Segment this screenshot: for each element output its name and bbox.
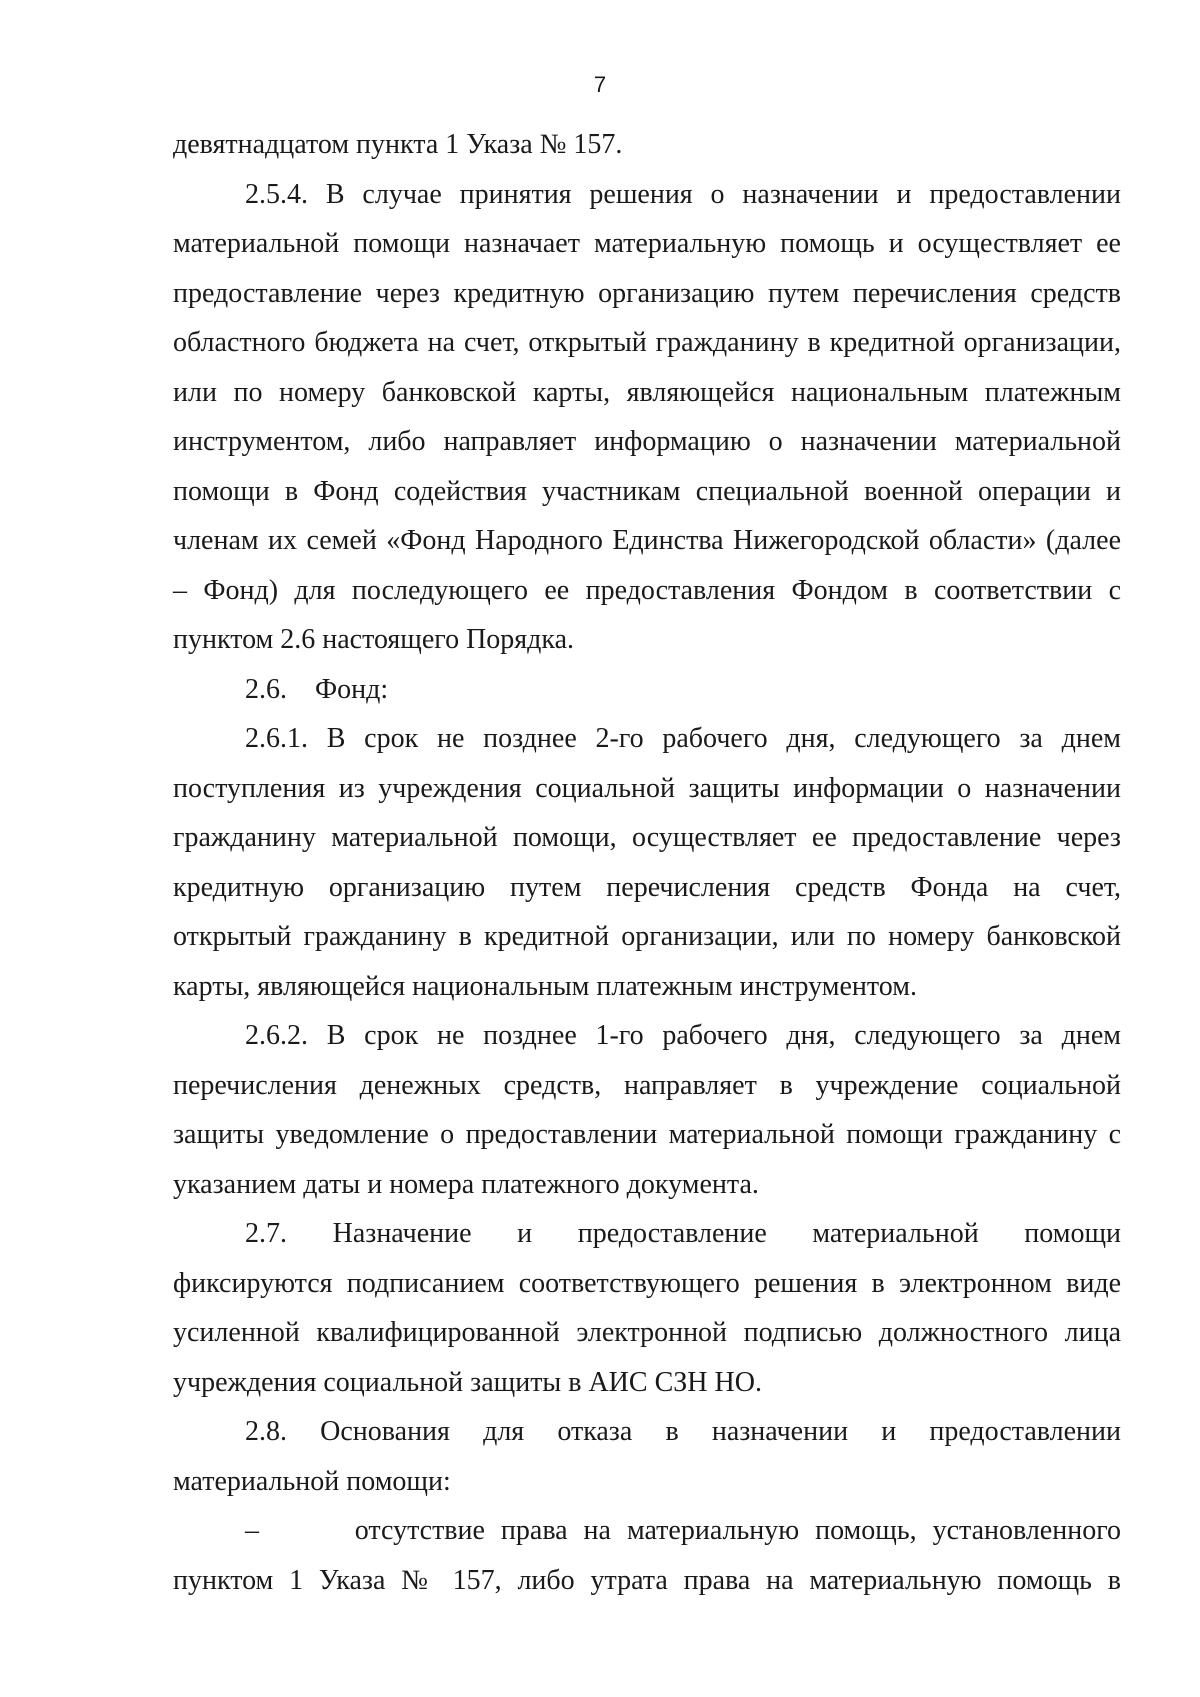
paragraph-2-6-1 — [173, 714, 1121, 1011]
text-line: девятнадцатом пункта 1 Указа № 157. — [173, 129, 623, 160]
text-line: – отсутствие права на материальную помощь, установленного — [245, 1515, 1121, 1546]
text-line: фиксируются подписанием соответствующего решения в электронном виде — [173, 1267, 1121, 1299]
text-line: предоставление через кредитную организацию путем перечисления средств — [173, 277, 1121, 309]
text-line: членам их семей «Фонд Народного Единства Нижегородской области» (далее — [173, 525, 1121, 556]
text-line: материальной помощи: — [173, 1465, 451, 1497]
text-line: 2.6. Фонд: — [245, 673, 389, 705]
text-line: 2.7. Назначение и предоставление материальной помощи — [245, 1218, 1121, 1249]
paragraph-continuation — [173, 120, 1121, 170]
text-line: материальной помощи назначает материальную помощь и осуществляет ее — [173, 228, 1121, 259]
text-line: или по номеру банковской карты, являющейся национальным платежным — [173, 376, 1121, 408]
text-line: гражданину материальной помощи, осуществляет ее предоставление через — [173, 822, 1121, 853]
text-line: защиты уведомление о предоставлении материальной помощи гражданину с — [173, 1119, 1121, 1150]
text-line: кредитную организацию путем перечисления средств Фонда на счет, — [173, 871, 1121, 903]
paragraph-2-8 — [173, 1407, 1121, 1506]
text-line: областного бюджета на счет, открытый гражданину в кредитной организации, — [173, 327, 1121, 358]
text-line: 2.5.4. В случае принятия решения о назначении и предоставлении — [245, 178, 1121, 210]
text-line: инструментом, либо направляет информацию о назначении материальной — [173, 426, 1121, 457]
text-line: открытый гражданину в кредитной организации, или по номеру банковской — [173, 921, 1121, 952]
text-line: усиленной квалифицированной электронной подписью должностного лица — [173, 1317, 1121, 1348]
list-item-dash — [173, 1506, 1121, 1605]
paragraph-2-6-2 — [173, 1011, 1121, 1209]
page-number: 7 — [593, 72, 607, 97]
text-line: поступления из учреждения социальной защиты информации о назначении — [173, 772, 1121, 804]
text-line: пунктом 2.6 настоящего Порядка. — [173, 624, 575, 655]
text-line: карты, являющейся национальным платежным инструментом. — [173, 970, 917, 1002]
paragraph-2-5-4 — [173, 170, 1121, 665]
text-line: – Фонд) для последующего ее предоставления Фондом в соответствии с — [173, 574, 1121, 606]
text-line: указанием даты и номера платежного документа. — [173, 1168, 759, 1200]
text-line: пунктом 1 Указа № 157, либо утрата права на материальную помощь в — [173, 1564, 1121, 1596]
paragraph-2-6 — [173, 665, 1121, 715]
paragraph-2-7 — [173, 1209, 1121, 1407]
text-line: 2.6.1. В срок не позднее 2-го рабочего дня, следующего за днем — [245, 723, 1121, 754]
document-body — [173, 120, 1121, 1605]
text-line: 2.8. Основания для отказа в назначении и предоставлении — [245, 1416, 1121, 1447]
text-line: помощи в Фонд содействия участникам специальной военной операции и — [173, 475, 1121, 507]
text-line: 2.6.2. В срок не позднее 1-го рабочего дня, следующего за днем — [245, 1020, 1121, 1051]
text-line: учреждения социальной защиты в АИС СЗН НО. — [173, 1366, 762, 1398]
text-line: перечисления денежных средств, направляет в учреждение социальной — [173, 1069, 1121, 1101]
